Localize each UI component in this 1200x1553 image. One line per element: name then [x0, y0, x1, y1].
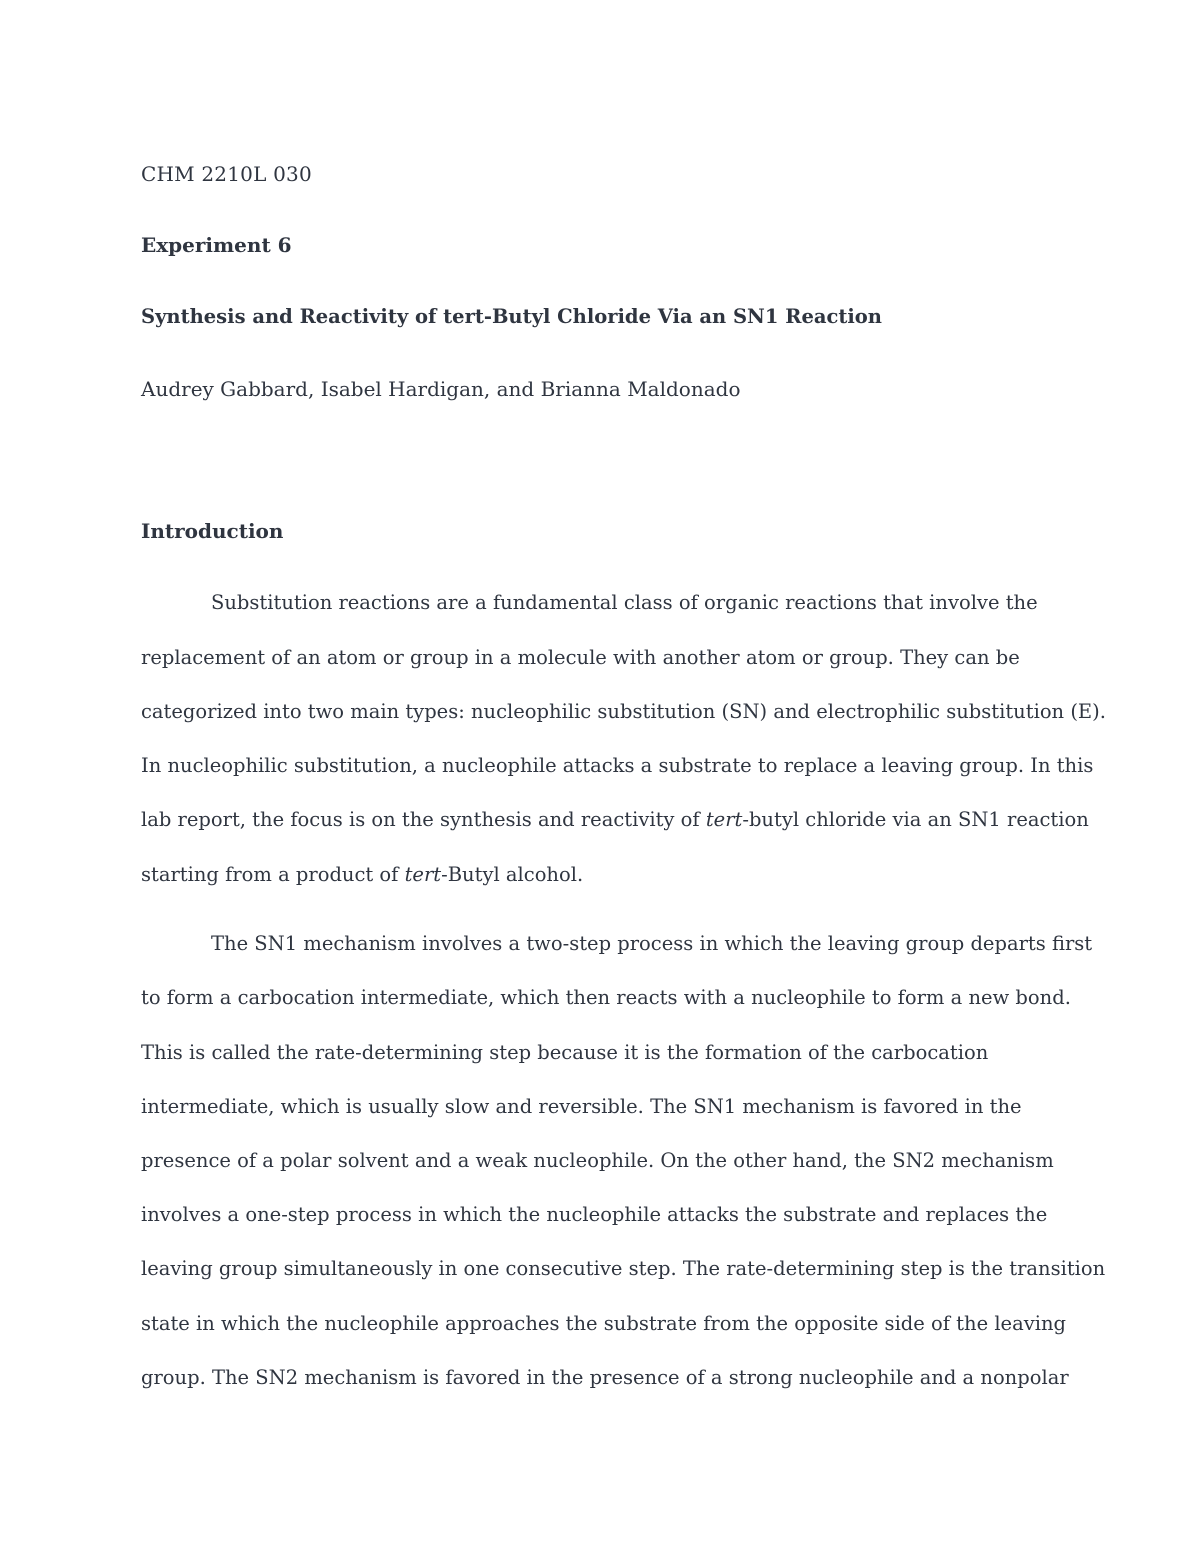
italic-text: tert [705, 808, 743, 831]
paragraph-line: involves a one-step process in which the nucleophile attacks the substrate and replaces the [141, 1203, 1048, 1226]
authors: Audrey Gabbard, Isabel Hardigan, and Brianna Maldonado [141, 377, 741, 401]
text-span: -butyl chloride via an SN1 reaction [742, 808, 1089, 831]
paragraph-line: The SN1 mechanism involves a two-step process in which the leaving group departs first [211, 932, 1093, 955]
paragraph-line: categorized into two main types: nucleophilic substitution (SN) and electrophilic substitution (E). [141, 700, 1106, 723]
paragraph-line [141, 862, 583, 888]
text-span: lab report, the focus is on the synthesis and reactivity of [141, 808, 706, 831]
paragraph-line: group. The SN2 mechanism is favored in the presence of a strong nucleophile and a nonpolar [141, 1366, 1069, 1389]
report-title: Synthesis and Reactivity of tert-Butyl Chloride Via an SN1 Reaction [141, 305, 882, 328]
text-span: starting from a product of [141, 863, 405, 886]
paragraph-line: presence of a polar solvent and a weak nucleophile. On the other hand, the SN2 mechanism [141, 1149, 1054, 1172]
paragraph-line: replacement of an atom or group in a molecule with another atom or group. They can be [141, 646, 1020, 669]
experiment-number: Experiment 6 [141, 233, 292, 257]
text-span: -Butyl alcohol. [441, 863, 584, 886]
paragraph-line: In nucleophilic substitution, a nucleophile attacks a substrate to replace a leaving group. In this [141, 754, 1094, 777]
paragraph-line: Substitution reactions are a fundamental class of organic reactions that involve the [211, 591, 1038, 614]
italic-text: tert [404, 863, 442, 886]
paragraph-line: intermediate, which is usually slow and reversible. The SN1 mechanism is favored in the [141, 1095, 1022, 1118]
paragraph-line: This is called the rate-determining step because it is the formation of the carbocation [141, 1041, 989, 1064]
paragraph-line [141, 807, 1089, 833]
paragraph-line: leaving group simultaneously in one consecutive step. The rate-determining step is the transition [141, 1257, 1106, 1280]
section-heading-introduction: Introduction [141, 519, 284, 543]
course-code: CHM 2210L 030 [141, 162, 312, 186]
paragraph-line: to form a carbocation intermediate, which then reacts with a nucleophile to form a new bond. [141, 986, 1071, 1009]
paragraph-line: state in which the nucleophile approaches the substrate from the opposite side of the leaving [141, 1312, 1067, 1335]
